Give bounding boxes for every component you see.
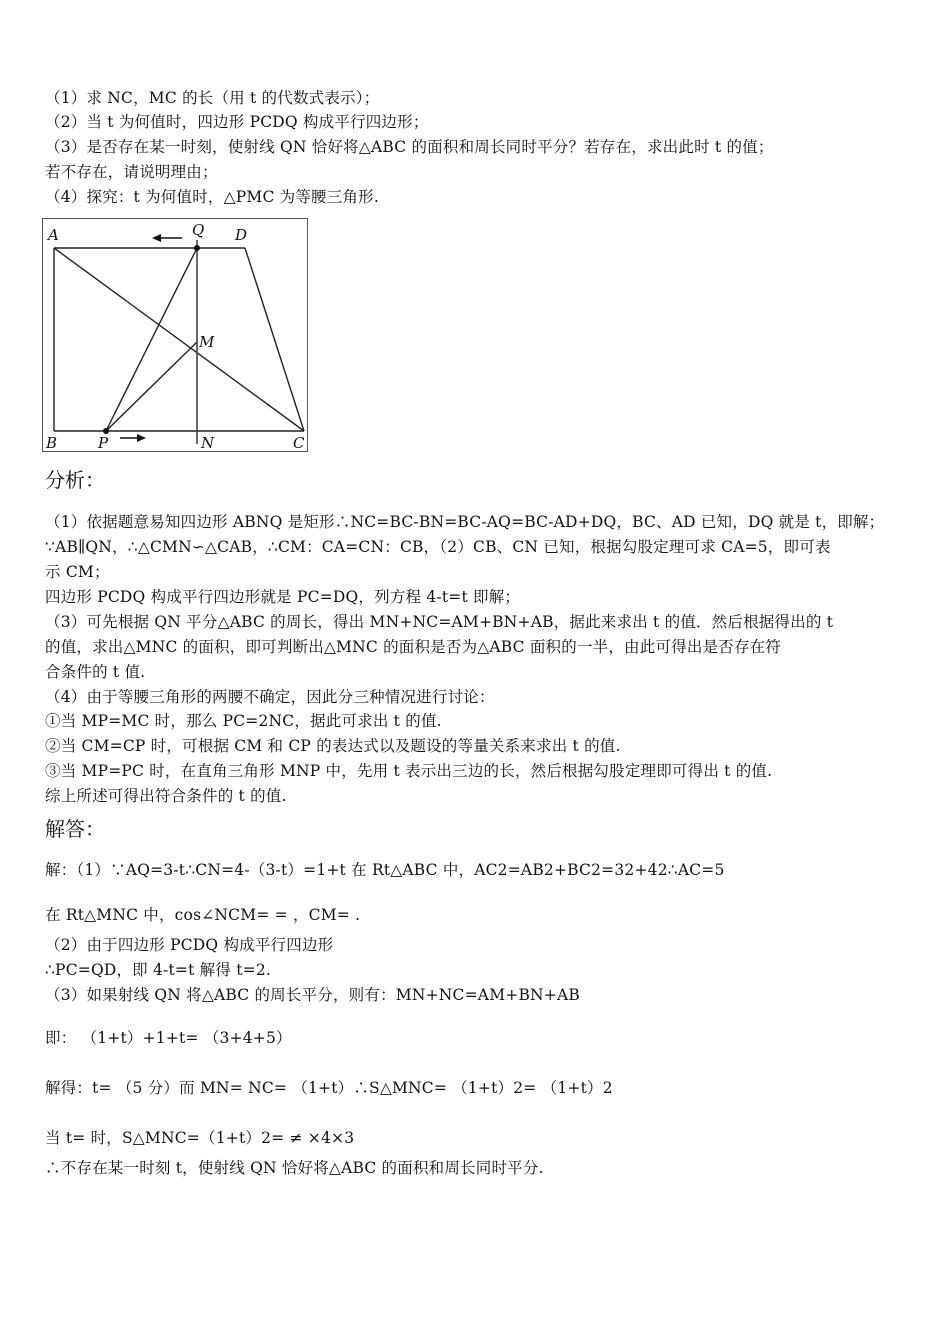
point-q (194, 245, 200, 251)
solution-line: 解得：t= （5 分）而 MN= NC= （1+t）∴S△MNC= （1+t）2= （1+t）2 (45, 1079, 613, 1097)
label-m: M (199, 333, 215, 351)
solution-line: （3）如果射线 QN 将△ABC 的周长平分，则有：MN+NC=AM+BN+AB (45, 986, 580, 1004)
question-1: （1）求 NC，MC 的长（用 t 的代数式表示）； (45, 89, 380, 107)
figure-svg (42, 218, 308, 452)
solution-line: （2）由于四边形 PCDQ 构成平行四边形 (45, 936, 334, 954)
question-4: （4）探究：t 为何值时，△PMC 为等腰三角形. (45, 188, 379, 206)
analysis-line: ③当 MP=PC 时，在直角三角形 MNP 中，先用 t 表示出三边的长，然后根据勾股定理即可得出 t 的值. (45, 762, 773, 780)
geometry-figure (42, 218, 308, 452)
analysis-line: （4）由于等腰三角形的两腰不确定，因此分三种情况进行讨论： (45, 688, 495, 706)
label-p: P (98, 434, 109, 452)
analysis-line: 的值，求出△MNC 的面积，即可判断出△MNC 的面积是否为△ABC 面积的一半，由此可得出是否存在符 (45, 638, 782, 656)
label-a: A (48, 226, 59, 244)
solution-line: 当 t= 时，S△MNC=（1+t）2= ≠ ×4×3 (45, 1129, 355, 1147)
label-b: B (46, 434, 58, 452)
analysis-line: ①当 MP=MC 时，那么 PC=2NC，据此可求出 t 的值. (45, 712, 442, 730)
solution-line: 在 Rt△MNC 中，cos∠NCM= = ，CM= . (45, 906, 361, 924)
question-3-cont: 若不存在，请说明理由； (45, 163, 218, 181)
analysis-line: 四边形 PCDQ 构成平行四边形就是 PC=DQ，列方程 4-t=t 即解； (45, 588, 521, 606)
analysis-line: （3）可先根据 QN 平分△ABC 的周长，得出 MN+NC=AM+BN+AB，据此来求出 t 的值．然后根据得出的 t (45, 613, 834, 631)
analysis-line: 综上所述可得出符合条件的 t 的值. (45, 787, 287, 805)
solution-line: 解：（1）∵AQ=3-t∴CN=4-（3-t）=1+t 在 Rt△ABC 中，AC2=AB2+BC2=32+42∴AC=5 (45, 861, 725, 879)
analysis-line: ②当 CM=CP 时，可根据 CM 和 CP 的表达式以及题设的等量关系来求出 t 的值. (45, 737, 621, 755)
solution-line: 即： （1+t）+1+t= （3+4+5） (45, 1029, 292, 1047)
label-d: D (235, 226, 248, 244)
analysis-heading: 分析： (45, 468, 105, 492)
figure-border (43, 219, 308, 452)
label-n: N (201, 434, 215, 452)
analysis-line: 合条件的 t 值. (45, 663, 146, 681)
solution-heading: 解答： (45, 817, 105, 841)
label-q: Q (192, 221, 205, 239)
label-c: C (293, 434, 305, 452)
solution-line: ∴不存在某一时刻 t，使射线 QN 恰好将△ABC 的面积和周长同时平分. (45, 1159, 544, 1177)
analysis-line: ∵AB∥QN，∴△CMN∽△CAB，∴CM：CA=CN：CB，（2）CB、CN 已知，根据勾股定理可求 CA=5，即可表 (45, 538, 831, 556)
analysis-line: （1）依据题意易知四边形 ABNQ 是矩形∴NC=BC-BN=BC-AQ=BC-AD+DQ，BC、AD 已知，DQ 就是 t，即解； (45, 513, 885, 531)
question-3: （3）是否存在某一时刻，使射线 QN 恰好将△ABC 的面积和周长同时平分？若存在，求出此时 t 的值； (45, 138, 774, 156)
question-2: （2）当 t 为何值时，四边形 PCDQ 构成平行四边形； (45, 113, 429, 131)
analysis-line: 示 CM； (45, 563, 110, 581)
solution-line: ∴PC=QD，即 4-t=t 解得 t=2. (45, 961, 272, 979)
